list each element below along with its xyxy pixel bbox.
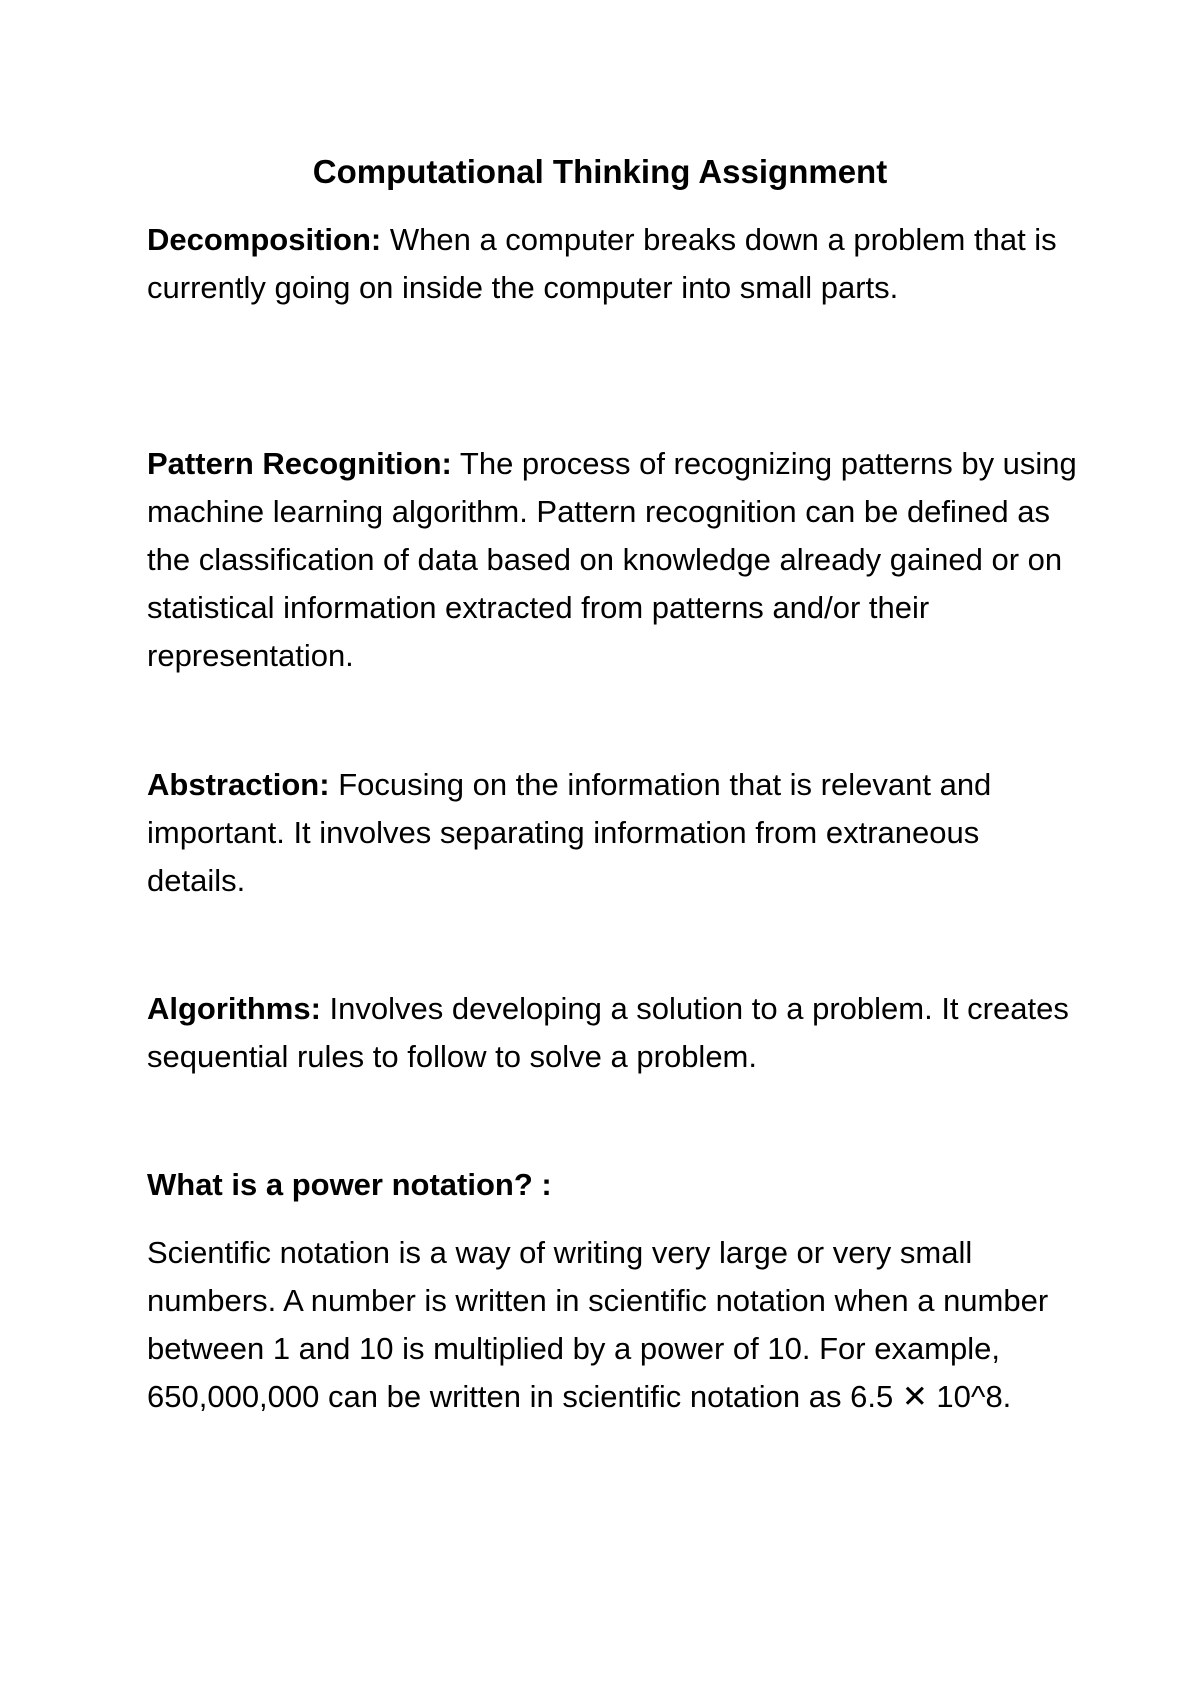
algorithms-text: Involves developing a solution to a problem. It creates sequential rules to follow to solve a problem.: [147, 991, 1069, 1074]
abstraction-term: Abstraction:: [147, 767, 330, 802]
decomposition-term: Decomposition:: [147, 222, 382, 257]
decomposition-paragraph: [147, 216, 1077, 312]
document-title: Computational Thinking Assignment: [312, 153, 888, 190]
algorithms-paragraph: [147, 985, 1077, 1081]
pattern-recognition-paragraph: [147, 440, 1077, 680]
abstraction-paragraph: [147, 761, 1077, 905]
pattern-recognition-text: The process of recognizing patterns by using machine learning algorithm. Pattern recognition can be defined as the classification of data based on knowledge already gained or on statistical information extracted from patterns and/or their representation.: [147, 446, 1077, 673]
pattern-recognition-term: Pattern Recognition:: [147, 446, 452, 481]
decomposition-text: When a computer breaks down a problem that is currently going on inside the computer into small parts.: [147, 222, 1057, 305]
abstraction-text: Focusing on the information that is relevant and important. It involves separating information from extraneous details.: [147, 767, 992, 898]
power-notation-answer: Scientific notation is a way of writing very large or very small numbers. A number is written in scientific notation when a number between 1 and 10 is multiplied by a power of 10. For example, 650,000,000 can be written in scientific notation as 6.5 ✕ 10^8.: [147, 1235, 1049, 1414]
power-notation-heading: What is a power notation? :: [147, 1167, 552, 1202]
algorithms-term: Algorithms:: [147, 991, 321, 1026]
